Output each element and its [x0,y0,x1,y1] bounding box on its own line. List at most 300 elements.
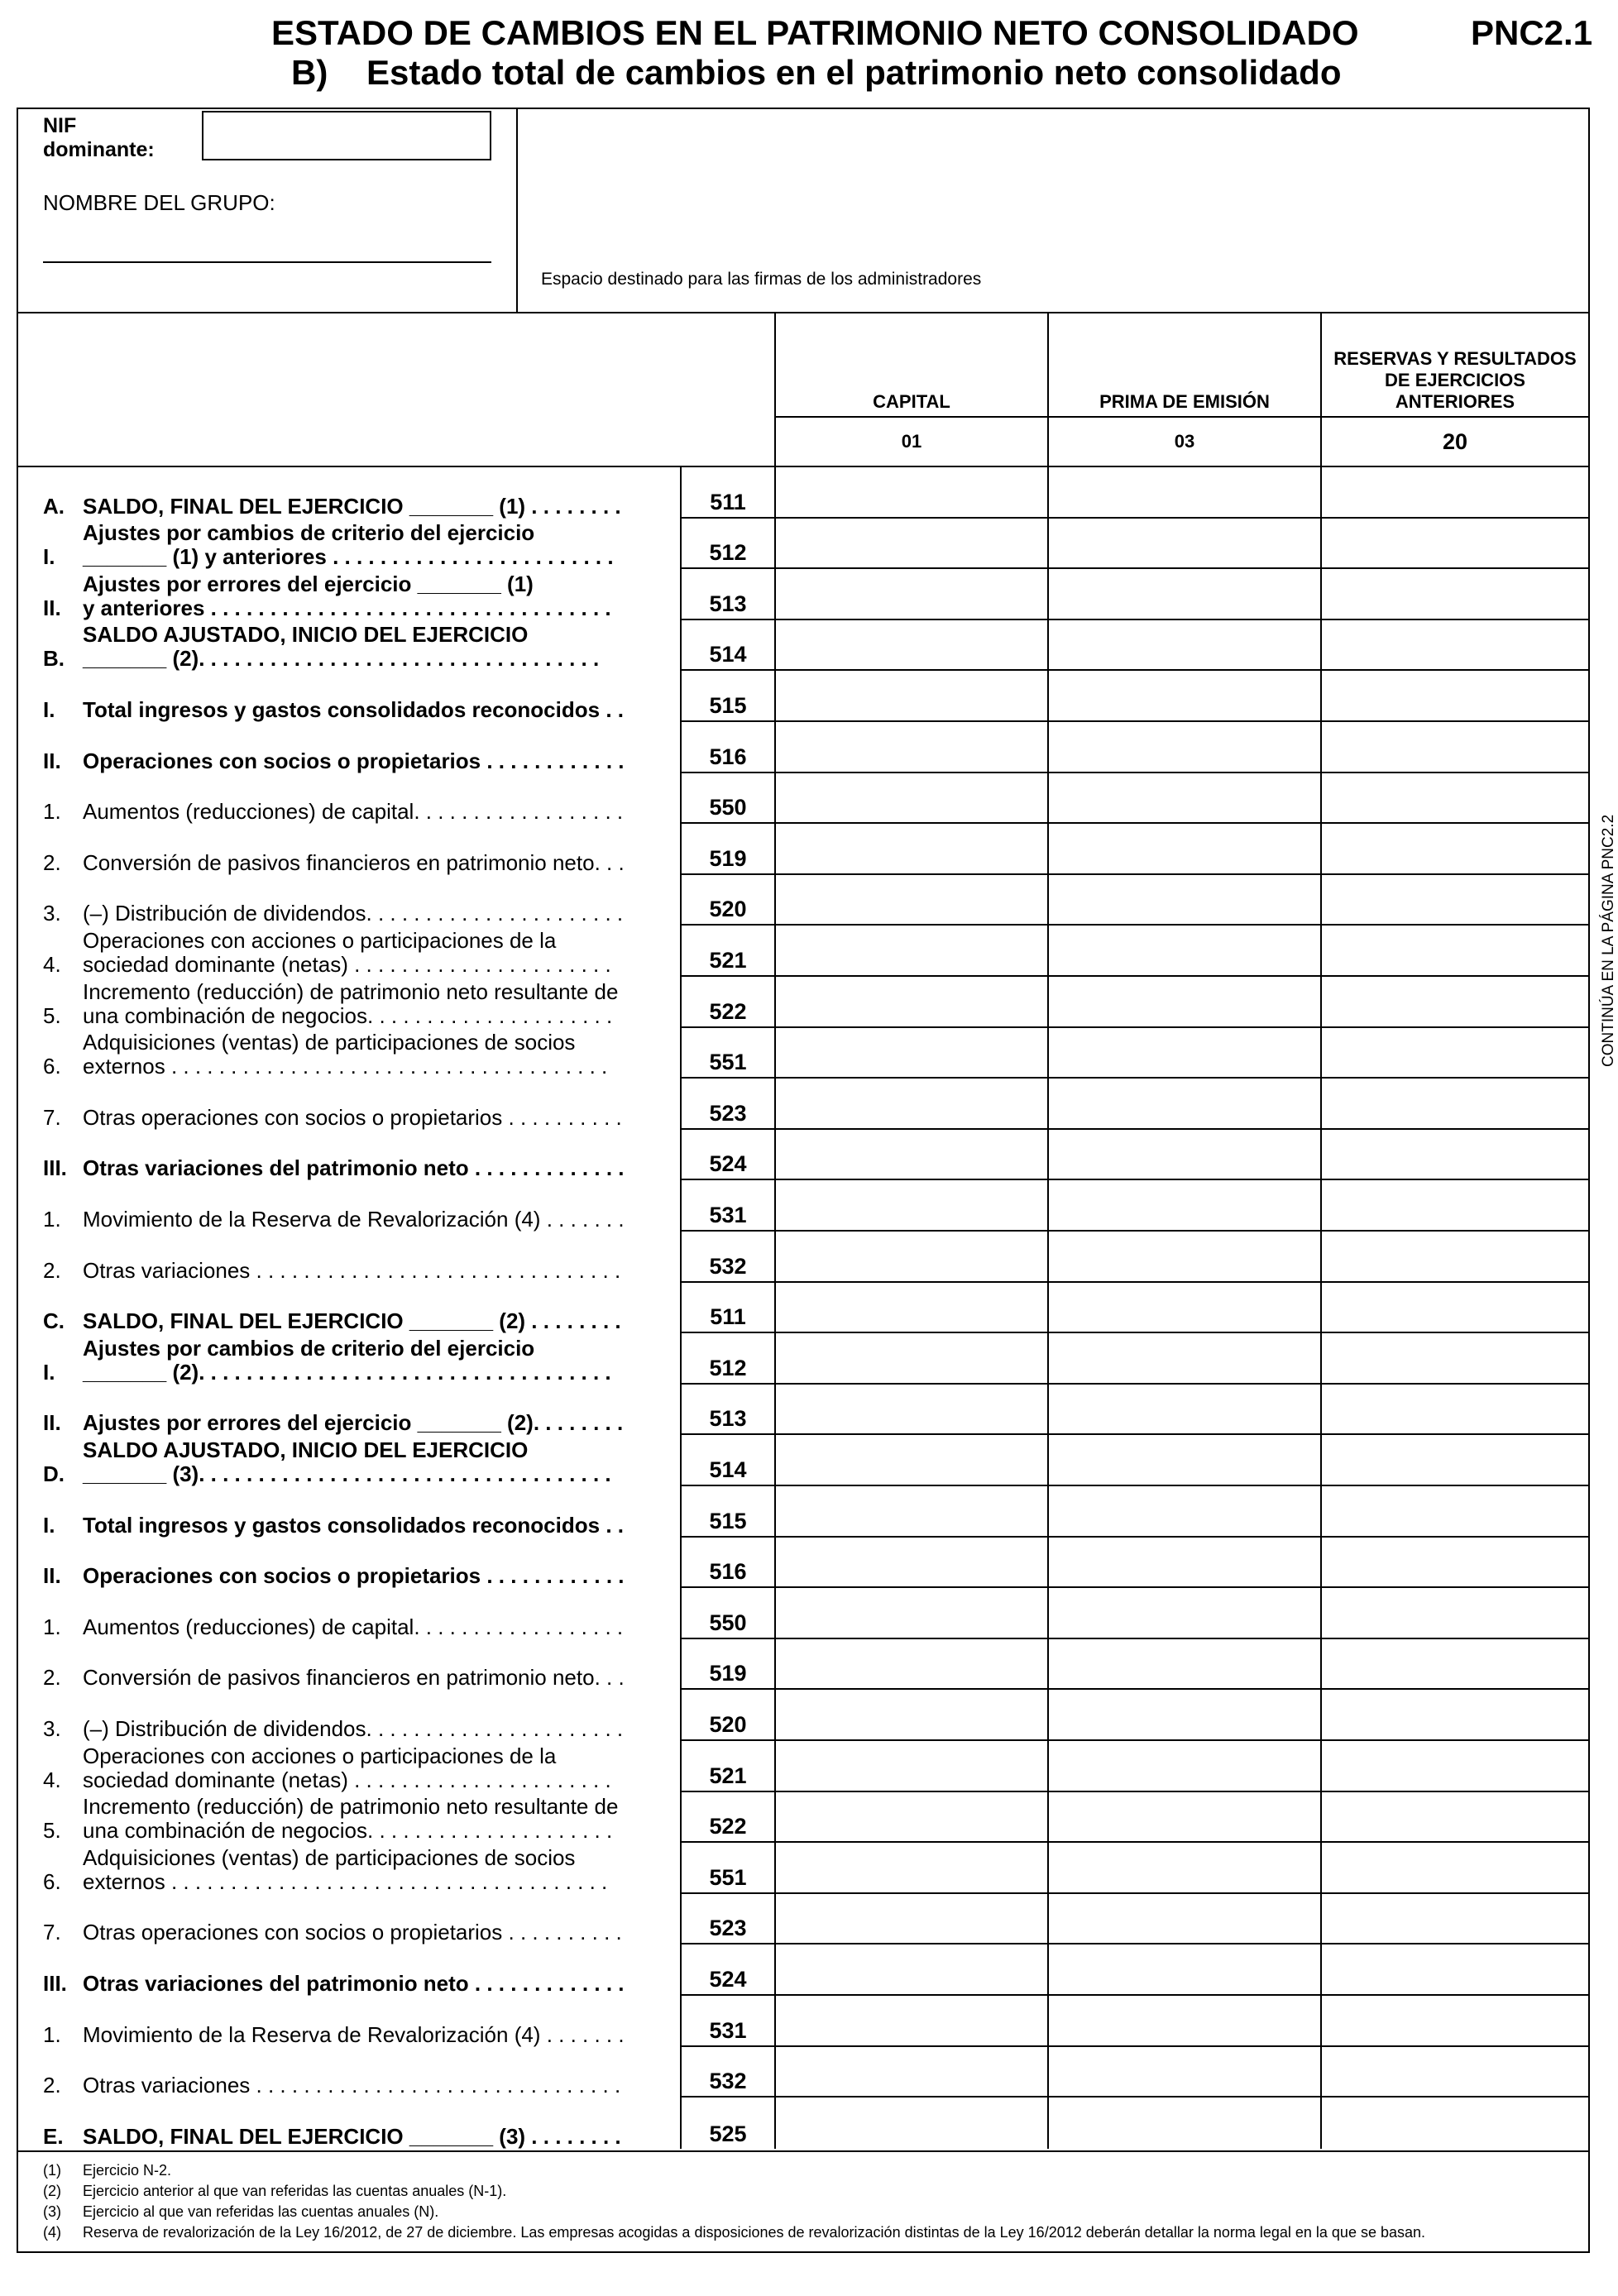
row-code: 519 [680,1639,774,1691]
row-number: 5. [43,1818,61,1844]
row-text [83,2074,672,2097]
row-label [43,1079,672,1130]
row-text-line2: Aumentos (reducciones) de capital. . . . . . . . . . . . . . . . . . [83,1614,624,1639]
reservas-input[interactable] [1320,569,1588,620]
form-code: PNC2.1 [1471,13,1593,52]
row-label [43,1843,672,1894]
table-row [18,722,1588,773]
prima-emision-input[interactable] [1047,1079,1320,1130]
prima-emision-input[interactable] [1047,467,1320,519]
row-code: 551 [680,1028,774,1079]
table-row [18,977,1588,1028]
row-number: 3. [43,901,61,926]
table-row [18,1792,1588,1844]
prima-emision-input[interactable] [1047,1385,1320,1436]
capital-input[interactable] [774,1435,1047,1486]
row-label [43,1996,672,2047]
nif-label: NIF dominante: [43,114,155,161]
row-text-line2: Otras variaciones . . . . . . . . . . . . . . . . . . . . . . . . . . . . . . . [83,1257,621,1283]
row-number: 2. [43,849,61,875]
row-number: II. [43,1410,61,1436]
reservas-input[interactable] [1320,773,1588,825]
reservas-input[interactable] [1320,1283,1588,1334]
capital-input[interactable] [774,1028,1047,1079]
row-text [83,623,672,671]
table-row [18,2047,1588,2098]
reservas-input[interactable] [1320,1741,1588,1792]
row-text [83,495,672,519]
row-code: 522 [680,977,774,1028]
table-row [18,1435,1588,1486]
prima-emision-input[interactable] [1047,1538,1320,1589]
capital-input[interactable] [774,1588,1047,1639]
row-label [43,1130,672,1181]
row-text [83,1921,672,1944]
table-row [18,1944,1588,1996]
row-code: 513 [680,1385,774,1436]
row-number: 4. [43,1767,61,1792]
nif-input[interactable] [202,111,491,160]
prima-emision-input[interactable] [1047,1588,1320,1639]
row-code: 532 [680,1232,774,1283]
row-label [43,773,672,825]
row-code: 519 [680,824,774,875]
table-row [18,1232,1588,1283]
row-number: 1. [43,1206,61,1232]
row-number: I. [43,696,55,722]
table-row [18,620,1588,672]
reservas-input[interactable] [1320,2047,1588,2098]
row-label [43,926,672,977]
prima-emision-input[interactable] [1047,519,1320,570]
identification-panel [18,109,518,312]
row-text-line1: Adquisiciones (ventas) de participaciones de socios [83,1844,576,1870]
table-row [18,1690,1588,1741]
row-text-line2: _______ (2). . . . . . . . . . . . . . . . . . . . . . . . . . . . . . . . . . . [83,1359,611,1385]
capital-input[interactable] [774,1690,1047,1741]
row-number: 7. [43,1104,61,1130]
row-text [83,1514,672,1538]
row-number: 1. [43,799,61,825]
capital-input[interactable] [774,2047,1047,2098]
row-text-line1: Incremento (reducción) de patrimonio neto resultante de [83,978,619,1004]
capital-input[interactable] [774,519,1047,570]
table-row [18,773,1588,825]
table-row [18,467,1588,519]
row-number: 5. [43,1002,61,1028]
row-label [43,1385,672,1436]
row-text-line1: SALDO AJUSTADO, INICIO DEL EJERCICIO [83,622,529,648]
capital-input[interactable] [774,1333,1047,1385]
row-code: 515 [680,671,774,722]
row-code: 531 [680,1180,774,1232]
row-text-line2: Total ingresos y gastos consolidados reconocidos . . [83,696,624,722]
prima-emision-input[interactable] [1047,1180,1320,1232]
row-number: B. [43,646,65,672]
row-number: E. [43,2123,64,2149]
prima-emision-input[interactable] [1047,1333,1320,1385]
reservas-input[interactable] [1320,1792,1588,1844]
row-number: 2. [43,1665,61,1691]
reservas-input[interactable] [1320,926,1588,977]
row-code: 524 [680,1130,774,1181]
table-row [18,1588,1588,1639]
row-text [83,1795,672,1843]
row-code: 520 [680,1690,774,1741]
prima-emision-input[interactable] [1047,569,1320,620]
capital-input[interactable] [774,2097,1047,2149]
row-label [43,875,672,926]
row-text [83,980,672,1028]
group-name-label: NOMBRE DEL GRUPO: [43,190,275,215]
capital-input[interactable] [774,773,1047,825]
table-row [18,1894,1588,1945]
row-text-line2: y anteriores . . . . . . . . . . . . . . . . . . . . . . . . . . . . . . . . . . [83,595,611,620]
reservas-input[interactable] [1320,1232,1588,1283]
row-number: III. [43,1155,67,1181]
row-code: 515 [680,1486,774,1538]
title-main: ESTADO DE CAMBIOS EN EL PATRIMONIO NETO CONSOLIDADO [271,13,1359,52]
row-code: 523 [680,1079,774,1130]
row-code: 514 [680,620,774,672]
capital-input[interactable] [774,1385,1047,1436]
prima-emision-input[interactable] [1047,875,1320,926]
table-row [18,1079,1588,1130]
row-label [43,620,672,672]
row-label [43,1435,672,1486]
prima-emision-input[interactable] [1047,1639,1320,1691]
row-number: II. [43,1563,61,1589]
row-text [83,1259,672,1283]
row-text [83,1972,672,1996]
prima-emision-input[interactable] [1047,1843,1320,1894]
prima-emision-input[interactable] [1047,722,1320,773]
capital-input[interactable] [774,926,1047,977]
prima-emision-input[interactable] [1047,1028,1320,1079]
row-text [83,1615,672,1639]
reservas-input[interactable] [1320,1486,1588,1538]
prima-emision-input[interactable] [1047,773,1320,825]
row-text-line2: Otras operaciones con socios o propietarios . . . . . . . . . . [83,1920,622,1945]
row-code: 512 [680,1333,774,1385]
prima-emision-input[interactable] [1047,1792,1320,1844]
table-row [18,1028,1588,1079]
title-subtitle: B) Estado total de cambios en el patrimonio neto consolidado [291,53,1342,92]
table-row [18,824,1588,875]
prima-emision-input[interactable] [1047,926,1320,977]
footnote: (1) Ejercicio N-2. [43,2162,172,2179]
row-text-line2: una combinación de negocios. . . . . . . . . . . . . . . . . . . . . [83,1002,613,1028]
prima-emision-input[interactable] [1047,1996,1320,2047]
reservas-input[interactable] [1320,671,1588,722]
capital-input[interactable] [774,1538,1047,1589]
capital-input[interactable] [774,1232,1047,1283]
reservas-input[interactable] [1320,1385,1588,1436]
prima-emision-input[interactable] [1047,824,1320,875]
form-frame [17,108,1590,2253]
row-number: II. [43,748,61,773]
row-text-line2: Conversión de pasivos financieros en patrimonio neto. . . [83,1665,625,1691]
row-number: 1. [43,1614,61,1639]
table-row [18,1333,1588,1385]
prima-emision-input[interactable] [1047,1741,1320,1792]
row-code: 512 [680,519,774,570]
row-number: 7. [43,1920,61,1945]
row-label [43,1232,672,1283]
row-text [83,1717,672,1741]
row-code: 511 [680,467,774,519]
row-code: 532 [680,2047,774,2098]
reservas-input[interactable] [1320,1180,1588,1232]
row-text-line1: Ajustes por cambios de criterio del ejercicio [83,520,535,546]
row-number: 2. [43,2073,61,2098]
row-label [43,1486,672,1538]
row-text-line2: (–) Distribución de dividendos. . . . . . . . . . . . . . . . . . . . . . [83,901,624,926]
row-text-line2: SALDO, FINAL DEL EJERCICIO _______ (3) . . . . . . . . [83,2123,621,2149]
row-label [43,722,672,773]
capital-input[interactable] [774,875,1047,926]
row-code: 524 [680,1944,774,1996]
prima-emision-input[interactable] [1047,2047,1320,2098]
reservas-input[interactable] [1320,824,1588,875]
row-code: 520 [680,875,774,926]
footnote: (2) Ejercicio anterior al que van referidas las cuentas anuales (N-1). [43,2183,507,2199]
capital-input[interactable] [774,824,1047,875]
row-text-line2: Total ingresos y gastos consolidados reconocidos . . [83,1512,624,1538]
column-capital: CAPITAL 01 [774,313,1047,466]
reservas-input[interactable] [1320,1944,1588,1996]
capital-input[interactable] [774,1079,1047,1130]
row-text-line1: Incremento (reducción) de patrimonio neto resultante de [83,1794,619,1820]
row-label [43,519,672,570]
row-text [83,1031,672,1079]
row-text-line1: Ajustes por errores del ejercicio _______ (1) [83,571,534,596]
row-label [43,1180,672,1232]
reservas-input[interactable] [1320,2097,1588,2149]
row-text-line1: Adquisiciones (ventas) de participaciones de socios [83,1030,576,1055]
row-text [83,1744,672,1792]
row-label [43,824,672,875]
prima-emision-input[interactable] [1047,1894,1320,1945]
row-code: 516 [680,722,774,773]
table-row [18,569,1588,620]
reservas-input[interactable] [1320,1538,1588,1589]
table-row [18,519,1588,570]
reservas-input[interactable] [1320,1079,1588,1130]
row-text-line2: Operaciones con socios o propietarios . . . . . . . . . . . . [83,748,625,773]
row-text-line2: SALDO, FINAL DEL EJERCICIO _______ (2) . . . . . . . . [83,1308,621,1334]
table-row [18,1843,1588,1894]
prima-emision-input[interactable] [1047,1130,1320,1181]
reservas-input[interactable] [1320,519,1588,570]
group-name-field[interactable] [43,261,491,263]
capital-input[interactable] [774,1741,1047,1792]
reservas-input[interactable] [1320,1894,1588,1945]
row-text-line2: Otras variaciones del patrimonio neto . . . . . . . . . . . . . [83,1970,625,1996]
capital-input[interactable] [774,977,1047,1028]
prima-emision-input[interactable] [1047,977,1320,1028]
row-text [83,851,672,875]
row-label [43,977,672,1028]
row-number: I. [43,1512,55,1538]
capital-input[interactable] [774,1843,1047,1894]
row-text-line2: Otras variaciones del patrimonio neto . . . . . . . . . . . . . [83,1155,625,1181]
prima-emision-input[interactable] [1047,1283,1320,1334]
row-code: 514 [680,1435,774,1486]
capital-input[interactable] [774,1130,1047,1181]
table-row [18,1639,1588,1691]
capital-input[interactable] [774,722,1047,773]
row-label [43,1792,672,1844]
row-label [43,671,672,722]
capital-input[interactable] [774,467,1047,519]
prima-emision-input[interactable] [1047,1435,1320,1486]
row-label [43,1639,672,1691]
row-text-line2: Otras operaciones con socios o propietarios . . . . . . . . . . [83,1104,622,1130]
row-label [43,2097,672,2149]
capital-input[interactable] [774,569,1047,620]
table-row [18,926,1588,977]
table-row [18,1385,1588,1436]
table-row [18,1486,1588,1538]
row-text-line2: externos . . . . . . . . . . . . . . . . . . . . . . . . . . . . . . . . . . . . . [83,1054,608,1079]
capital-input[interactable] [774,1996,1047,2047]
row-text-line1: Operaciones con acciones o participaciones de la [83,1743,557,1768]
table-row [18,1283,1588,1334]
row-code: 523 [680,1894,774,1945]
document-title [0,7,1606,106]
capital-input[interactable] [774,1486,1047,1538]
prima-emision-input[interactable] [1047,671,1320,722]
signature-area-label: Espacio destinado para las firmas de los administradores [541,270,982,289]
row-text [83,1156,672,1180]
capital-input[interactable] [774,1894,1047,1945]
table-row [18,2097,1588,2149]
capital-input[interactable] [774,1792,1047,1844]
row-code: 521 [680,926,774,977]
reservas-input[interactable] [1320,1639,1588,1691]
table-row [18,875,1588,926]
capital-input[interactable] [774,671,1047,722]
table-row [18,1741,1588,1792]
reservas-input[interactable] [1320,1996,1588,2047]
table-row [18,1538,1588,1589]
prima-emision-input[interactable] [1047,1690,1320,1741]
row-text-line2: sociedad dominante (netas) . . . . . . . . . . . . . . . . . . . . . . [83,1767,611,1792]
row-text-line1: Ajustes por cambios de criterio del ejercicio [83,1335,535,1361]
row-text [83,1337,672,1385]
row-code: 531 [680,1996,774,2047]
row-text-line2: una combinación de negocios. . . . . . . . . . . . . . . . . . . . . [83,1818,613,1844]
prima-emision-input[interactable] [1047,2097,1320,2149]
form-header [18,109,1588,313]
reservas-input[interactable] [1320,722,1588,773]
table-row [18,671,1588,722]
reservas-input[interactable] [1320,1843,1588,1894]
row-code: 550 [680,773,774,825]
row-text-line2: Movimiento de la Reserva de Revalorización (4) . . . . . . . [83,1206,625,1232]
row-text-line2: Otras variaciones . . . . . . . . . . . . . . . . . . . . . . . . . . . . . . . [83,2073,621,2098]
row-text-line2: Ajustes por errores del ejercicio _______ (2). . . . . . . . [83,1410,624,1436]
prima-emision-input[interactable] [1047,1944,1320,1996]
row-label [43,1894,672,1945]
row-code: 522 [680,1792,774,1844]
capital-input[interactable] [774,1944,1047,1996]
row-text-line2: SALDO, FINAL DEL EJERCICIO _______ (1) . . . . . . . . [83,493,621,519]
row-text-line2: _______ (3). . . . . . . . . . . . . . . . . . . . . . . . . . . . . . . . . . . [83,1461,611,1486]
reservas-input[interactable] [1320,1028,1588,1079]
row-text [83,1411,672,1435]
row-text-line2: Aumentos (reducciones) de capital. . . . . . . . . . . . . . . . . . [83,799,624,825]
footnote: (3) Ejercicio al que van referidas las cuentas anuales (N). [43,2203,439,2220]
capital-input[interactable] [774,1283,1047,1334]
row-number: D. [43,1461,65,1486]
row-text [83,1846,672,1894]
row-text-line2: _______ (1) y anteriores . . . . . . . . . . . . . . . . . . . . . . . . [83,544,614,570]
reservas-input[interactable] [1320,1690,1588,1741]
row-number: I. [43,544,55,570]
row-text-line1: Operaciones con acciones o participaciones de la [83,927,557,953]
row-text-line2: externos . . . . . . . . . . . . . . . . . . . . . . . . . . . . . . . . . . . . . [83,1868,608,1894]
prima-emision-input[interactable] [1047,1232,1320,1283]
reservas-input[interactable] [1320,467,1588,519]
row-text [83,2125,672,2149]
row-number: I. [43,1359,55,1385]
table-row [18,1130,1588,1181]
row-text [83,1309,672,1333]
row-label [43,1690,672,1741]
prima-emision-input[interactable] [1047,1486,1320,1538]
table-row [18,1996,1588,2047]
row-number: 6. [43,1054,61,1079]
capital-input[interactable] [774,1639,1047,1691]
reservas-input[interactable] [1320,1333,1588,1385]
table-row [18,1180,1588,1232]
reservas-input[interactable] [1320,977,1588,1028]
column-headers [18,313,1588,467]
row-code: 511 [680,1283,774,1334]
row-text [83,902,672,926]
row-text-line2: Operaciones con socios o propietarios . . . . . . . . . . . . [83,1563,625,1589]
row-number: C. [43,1308,65,1334]
row-text [83,800,672,824]
row-number: 4. [43,951,61,977]
reservas-input[interactable] [1320,1130,1588,1181]
row-code: 516 [680,1538,774,1589]
column-prima-emision: PRIMA DE EMISIÓN 03 [1047,313,1320,466]
row-number: II. [43,595,61,620]
row-label [43,1944,672,1996]
capital-input[interactable] [774,620,1047,672]
capital-input[interactable] [774,1180,1047,1232]
row-text-line2: _______ (2). . . . . . . . . . . . . . . . . . . . . . . . . . . . . . . . . . [83,646,600,672]
reservas-input[interactable] [1320,620,1588,672]
footnotes [18,2150,1588,2253]
row-label [43,2047,672,2098]
row-code: 550 [680,1588,774,1639]
reservas-input[interactable] [1320,1435,1588,1486]
prima-emision-input[interactable] [1047,620,1320,672]
footnote: (4) Reserva de revalorización de la Ley 16/2012, de 27 de diciembre. Las empresas acogidas a disposiciones de revalorización distintas de la Ley 16/2012 deberán detallar la norma legal en la que se basan. [43,2224,1426,2241]
row-text-line2: sociedad dominante (netas) . . . . . . . . . . . . . . . . . . . . . . [83,951,611,977]
reservas-input[interactable] [1320,875,1588,926]
row-text-line2: Conversión de pasivos financieros en patrimonio neto. . . [83,849,625,875]
row-label [43,1741,672,1792]
row-number: III. [43,1970,67,1996]
row-text [83,929,672,977]
column-reservas: RESERVAS Y RESULTADOS DE EJERCICIOS ANTERIORES 20 [1320,313,1588,466]
reservas-input[interactable] [1320,1588,1588,1639]
